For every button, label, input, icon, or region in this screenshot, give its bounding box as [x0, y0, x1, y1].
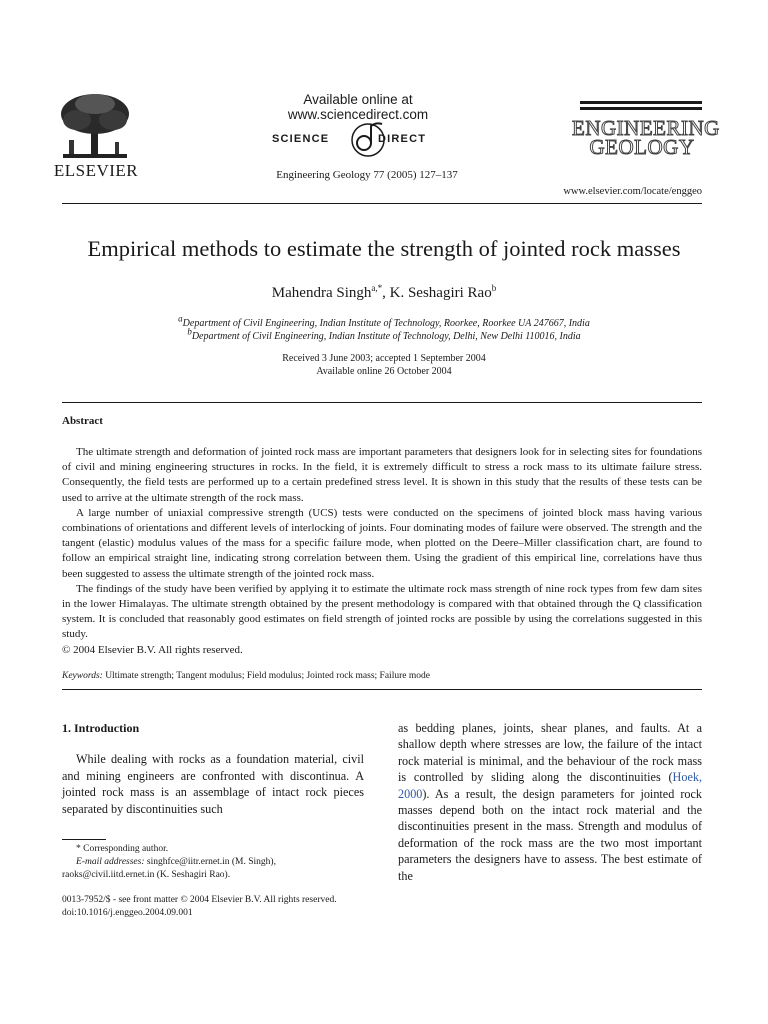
article-title: Empirical methods to estimate the strength of jointed rock masses: [87, 236, 681, 261]
footnote-divider: [62, 839, 106, 840]
affiliations: [40, 313, 728, 343]
affiliation-mark: b: [187, 326, 192, 337]
author-affiliation-mark[interactable]: a,*: [371, 283, 383, 293]
affiliation-text: Department of Civil Engineering, Indian Institute of Technology, Delhi, New Delhi 110016, India: [191, 331, 581, 342]
email-line: [62, 856, 364, 869]
body-paragraph: While dealing with rocks as a foundation material, civil and mining engineers are confronted with discontinua. A jointed rock mass is an assemblage of intact rock pieces separated by discontinuities such: [62, 752, 364, 816]
body-paragraph: [398, 720, 702, 884]
affiliation-b: [40, 326, 728, 343]
body-text: ). As a result, the design parameters for jointed rock masses depend both on the intact rock material and the discontinuities present in the mass. Strength and modulus of deformation of the rock mass are the two most important parameters the designers have to assess. The best estimate of the: [398, 786, 702, 883]
issn-line: 0013-7952/$ - see front matter © 2004 Elsevier B.V. All rights reserved.: [62, 895, 337, 905]
article-dates: [40, 352, 728, 378]
available-online-text: Available online at www.sciencedirect.com: [287, 92, 429, 122]
footnote: [62, 843, 364, 882]
author-list: [40, 285, 728, 302]
received-date: Received 3 June 2003; accepted 1 September 2004: [282, 353, 486, 364]
keywords: [62, 671, 702, 681]
sciencedirect-left-text: SCIENCE: [272, 133, 330, 145]
journal-citation: Engineering Geology 77 (2005) 127–137: [276, 169, 458, 181]
journal-title-line2: GEOLOGY: [589, 135, 695, 159]
doi-link[interactable]: doi:10.1016/j.enggeo.2004.09.001: [62, 908, 193, 918]
email-address[interactable]: singhfce@iitr.ernet.in (M. Singh),: [144, 857, 276, 867]
abstract-heading: Abstract: [62, 415, 103, 427]
keywords-label: Keywords:: [62, 671, 103, 681]
body-right-column: [398, 720, 702, 884]
author-name: Mahendra Singh: [271, 285, 372, 301]
author-affiliation-mark[interactable]: b: [491, 283, 497, 293]
abstract-divider: [62, 402, 702, 403]
journal-title-logo: [572, 116, 720, 159]
keywords-divider: [62, 689, 702, 690]
publisher-name: ELSEVIER: [53, 161, 139, 180]
corresponding-author-note: * Corresponding author.: [76, 844, 169, 854]
journal-url-link[interactable]: www.elsevier.com/locate/enggeo: [563, 186, 702, 197]
abstract-body: [62, 445, 702, 658]
citation-link[interactable]: Hoek, 2000: [398, 770, 702, 801]
tree-icon: [55, 92, 135, 162]
body-left-column: [62, 720, 364, 817]
journal-bars: [580, 101, 702, 113]
sciencedirect-right-text: DIRECT: [378, 133, 427, 145]
section-heading: 1. Introduction: [62, 721, 140, 735]
author-separator: ,: [382, 285, 390, 301]
keywords-list: Ultimate strength; Tangent modulus; Field modulus; Jointed rock mass; Failure mode: [102, 671, 430, 681]
abstract-paragraph: The ultimate strength and deformation of jointed rock mass are important parameters that designers look for in selecting sites for foundations of civil and mining engineering structures in rocks. In the field, it is extremely difficult to stress a rock mass to its ultimate failure stress. Consequently, the field tests are performed up to a certain predefined stress level. It is shown in this study that the results of these tests can be used to arrive at the ultimate strength of the rock mass.: [62, 446, 702, 504]
email-address[interactable]: raoks@civil.iitd.ernet.in (K. Seshagiri Rao).: [62, 870, 231, 880]
affiliation-text: Department of Civil Engineering, Indian Institute of Technology, Roorkee, Roorkee UA 247667, India: [182, 318, 590, 329]
abstract-paragraph: A large number of uniaxial compressive strength (UCS) tests were conducted on the specimens of jointed block mass having various combinations of orientations and different levels of interlocking of joints. Four dominating modes of failure were observed. The strength and the tangent (elastic) modulus values of the mass for a specific failure mode, when plotted on the Deere–Miller classification chart, are found to follow an empirical straight line, indicating strong correlation between them. Using the gradient of this empirical line, correlations have thus been suggested to assess the ultimate strength of the jointed rock mass.: [62, 506, 702, 580]
author-name: K. Seshagiri Rao: [389, 285, 492, 301]
front-matter-info: [62, 894, 402, 920]
affiliation-mark: a: [178, 313, 183, 324]
header-divider: [62, 203, 702, 204]
online-date: Available online 26 October 2004: [316, 366, 452, 377]
email-label: E-mail addresses:: [76, 857, 145, 867]
affiliation-a: [40, 313, 728, 330]
abstract-copyright: © 2004 Elsevier B.V. All rights reserved.: [62, 643, 243, 656]
journal-title-line1: ENGINEERING: [572, 116, 720, 140]
abstract-paragraph: The findings of the study have been verified by applying it to estimate the ultimate rock mass strength of nine rock types from few dam sites in the lower Himalayas. The ultimate strength obtained by the present methodology is compared with that obtained through the Q classification system. It is concluded that reasonably good estimates on field strength of jointed rocks are possible by using the correlations suggested in this study.: [62, 582, 702, 641]
body-text: as bedding planes, joints, shear planes, and faults. At a shallow depth where stresses are low, the failure of the intact rock material is minimal, and the behaviour of the rock mass is controlled by sliding along the discontinuities (: [398, 721, 702, 785]
